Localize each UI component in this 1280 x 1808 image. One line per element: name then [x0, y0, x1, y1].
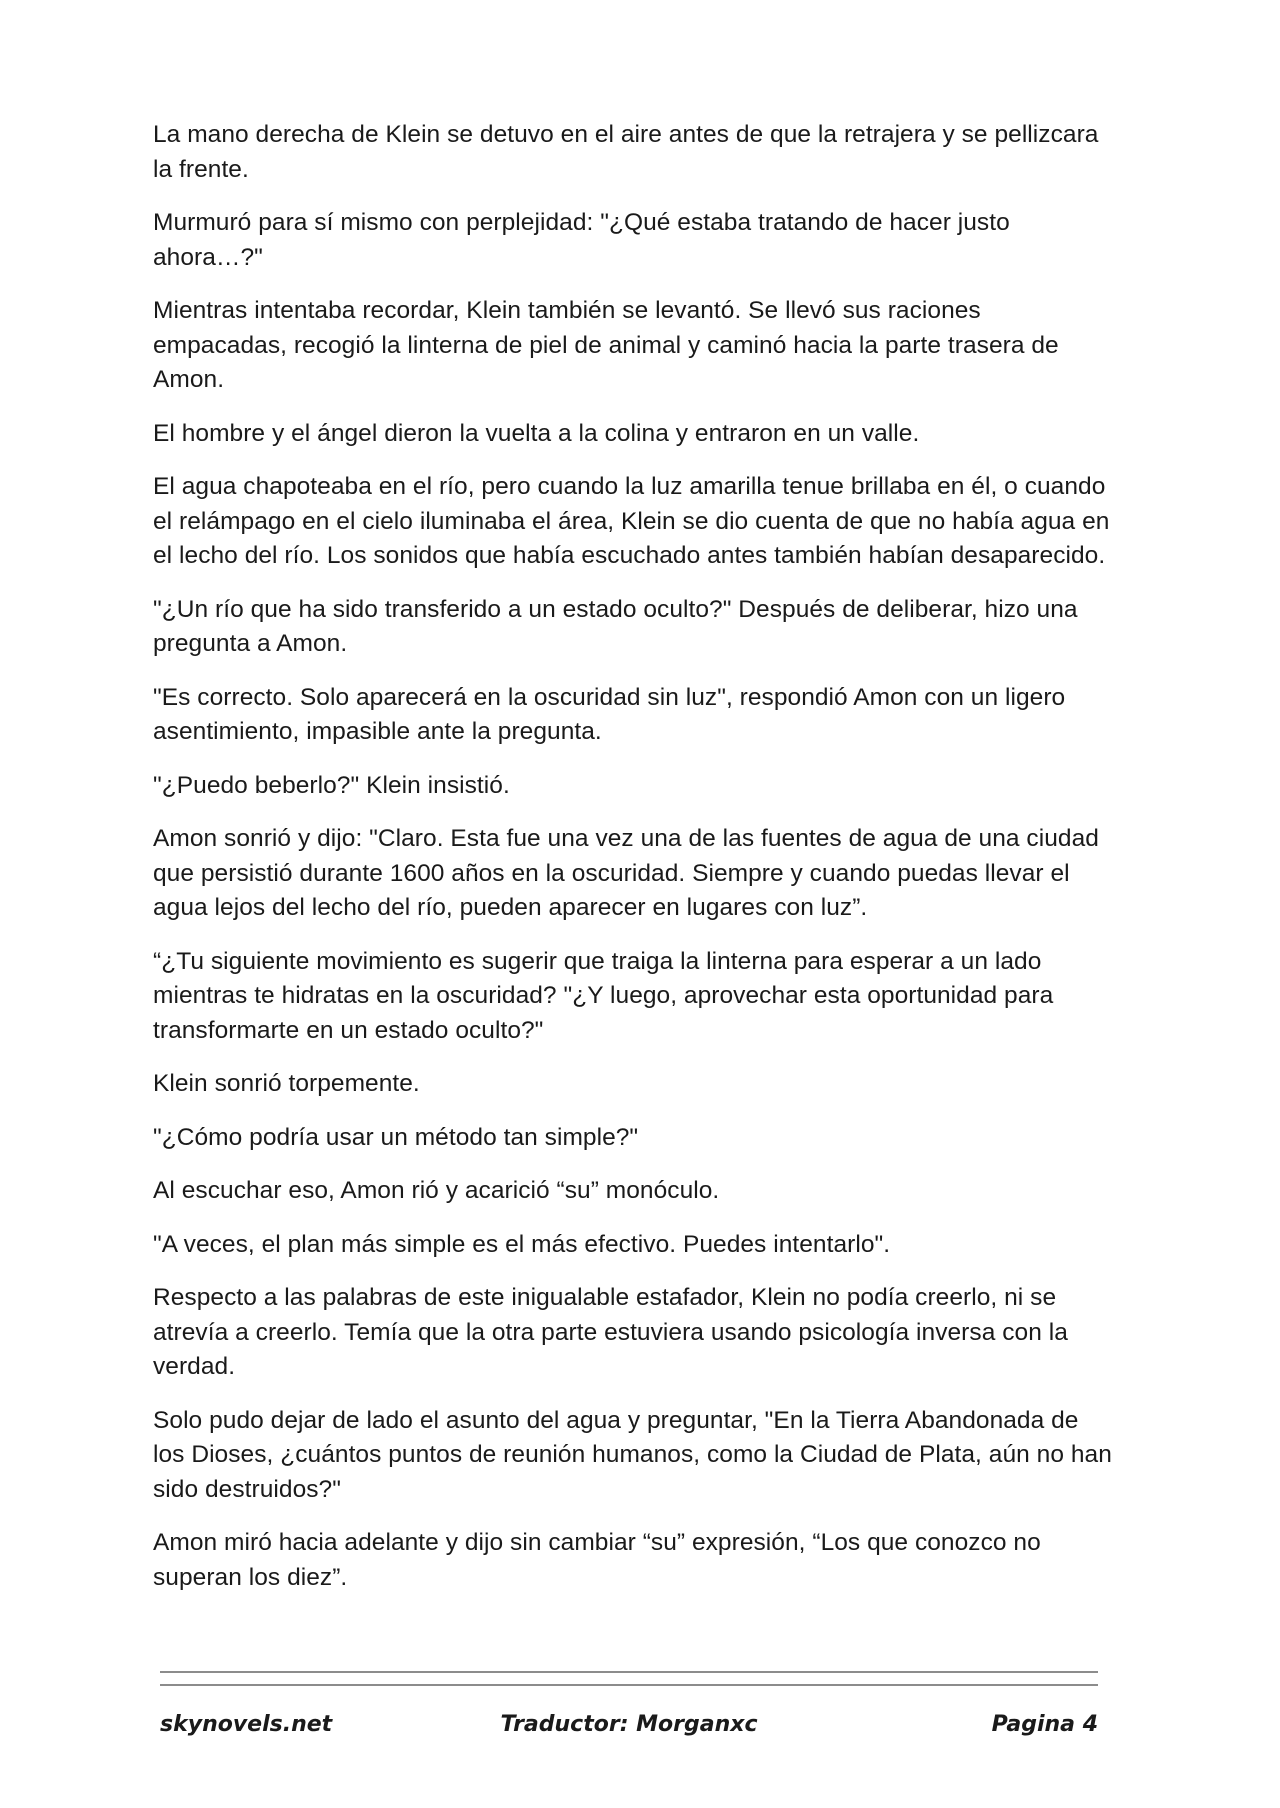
paragraph: "¿Un río que ha sido transferido a un estado oculto?" Después de deliberar, hizo una pregunta a Amon. — [153, 595, 1078, 657]
paragraph: Al escuchar eso, Amon rió y acarició “su” monóculo. — [153, 1177, 720, 1204]
footer-translator: Traductor: Morganxc — [500, 1712, 758, 1737]
paragraph: Solo pudo dejar de lado el asunto del agua y preguntar, "En la Tierra Abandonada de los Dioses, ¿cuántos puntos de reunión humanos, como la Ciudad de Plata, aún no han sido destruidos?" — [153, 1406, 1112, 1503]
paragraph: Klein sonrió torpemente. — [153, 1070, 420, 1097]
paragraph: "A veces, el plan más simple es el más efectivo. Puedes intentarlo". — [153, 1230, 891, 1258]
footer-divider — [160, 1671, 1098, 1673]
paragraph: "Es correcto. Solo aparecerá en la oscuridad sin luz", respondió Amon con un ligero asentimiento, impasible ante la pregunta. — [153, 683, 1066, 745]
paragraph: La mano derecha de Klein se detuvo en el aire antes de que la retrajera y se pellizcara la frente. — [153, 121, 1099, 183]
document-body — [153, 118, 1113, 1614]
paragraph: Respecto a las palabras de este inigualable estafador, Klein no podía creerlo, ni se atrevía a creerlo. Temía que la otra parte estuviera usando psicología inversa con la verdad. — [153, 1284, 1068, 1380]
paragraph: Amon miró hacia adelante y dijo sin cambiar “su” expresión, “Los que conozco no superan los diez”. — [153, 1529, 1041, 1591]
footer-divider — [160, 1684, 1098, 1686]
paragraph: "¿Puedo beberlo?" Klein insistió. — [153, 771, 510, 799]
paragraph: El hombre y el ángel dieron la vuelta a la colina y entraron en un valle. — [153, 419, 920, 447]
paragraph: Amon sonrió y dijo: "Claro. Esta fue una vez una de las fuentes de agua de una ciudad que persistió durante 1600 años en la oscuridad. Siempre y cuando puedas llevar el agua lejos del lecho del río, pueden aparecer en lugares con luz”. — [153, 825, 1099, 921]
paragraph: "¿Cómo podría usar un método tan simple?" — [153, 1123, 639, 1151]
paragraph: El agua chapoteaba en el río, pero cuando la luz amarilla tenue brillaba en él, o cuando el relámpago en el cielo iluminaba el área, Klein se dio cuenta de que no había agua en el lecho del río. Los sonidos que había escuchado antes también habían desaparecido. — [153, 473, 1110, 569]
footer-page-number: Pagina 4 — [991, 1712, 1098, 1737]
paragraph: Murmuró para sí mismo con perplejidad: "¿Qué estaba tratando de hacer justo ahora…?" — [153, 209, 1010, 271]
paragraph: Mientras intentaba recordar, Klein también se levantó. Se llevó sus raciones empacadas, recogió la linterna de piel de animal y caminó hacia la parte trasera de Amon. — [153, 297, 1059, 393]
page-footer — [160, 1712, 1098, 1752]
footer-site-name: skynovels.net — [160, 1712, 333, 1737]
paragraph: “¿Tu siguiente movimiento es sugerir que traiga la linterna para esperar a un lado mientras te hidratas en la oscuridad? "¿Y luego, aprovechar esta oportunidad para transformarte en un estado oculto?" — [153, 947, 1054, 1044]
